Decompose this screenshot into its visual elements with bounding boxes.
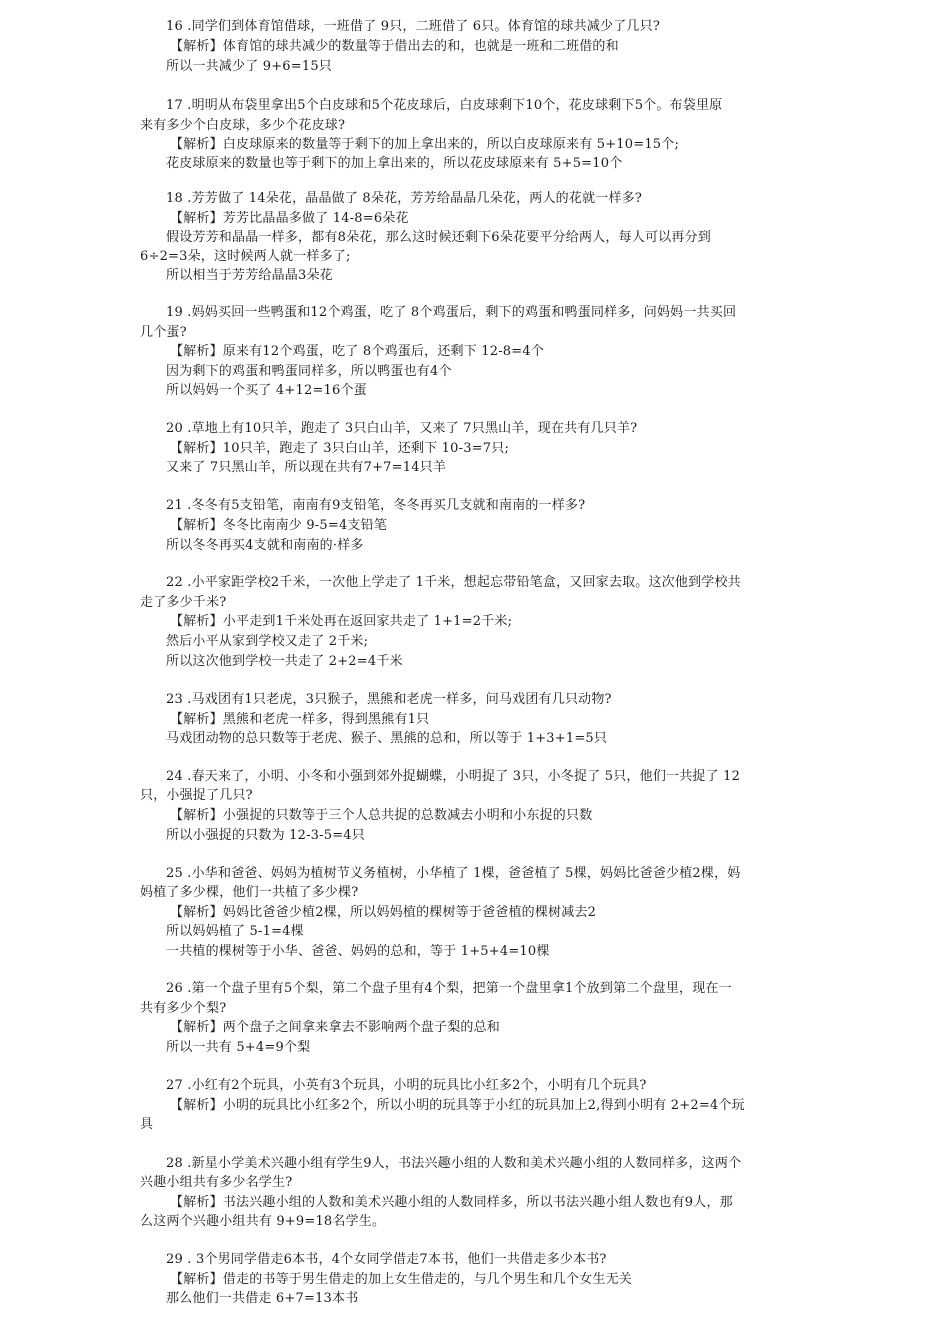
problem-28-question: 28 .新星小学美术兴趣小组有学生9人，书法兴趣小组的人数和美术兴趣小组的人数同样多，这两个 bbox=[166, 1156, 742, 1171]
problem-25-step: 所以妈妈植了 5-1=4棵 bbox=[166, 924, 304, 939]
problem-22-question: 22 .小平家距学校2千米，一次他上学走了 1千米，想起忘带铅笔盒，又回家去取。这次他到学校共 bbox=[166, 575, 741, 590]
problem-24-answer: 所以小强捉的只数为 12-3-5=4只 bbox=[166, 828, 365, 843]
problem-27-question: 27 .小红有2个玩具，小英有3个玩具，小明的玩具比小红多2个，小明有几个玩具? bbox=[166, 1078, 647, 1093]
problem-26-question-cont: 共有多少个梨? bbox=[140, 1001, 227, 1016]
problem-21-answer: 所以冬冬再买4支就和南南的·样多 bbox=[166, 538, 364, 553]
problem-28-question-cont: 兴趣小组共有多少名学生? bbox=[140, 1175, 293, 1190]
problem-25-question: 25 .小华和爸爸、妈妈为植树节义务植树，小华植了 1棵，爸爸植了 5棵，妈妈比爸爸少植2棵，妈 bbox=[166, 866, 741, 881]
problem-29-analysis: 【解析】借走的书等于男生借走的加上女生借走的，与几个男生和几个女生无关 bbox=[170, 1272, 633, 1287]
problem-18-step: 假设芳芳和晶晶一样多，都有8朵花，那么这时候还剩下6朵花要平分给两人，每人可以再分到 bbox=[166, 230, 711, 245]
problem-22-analysis: 【解析】小平走到1千米处再在返回家共走了 1+1=2千米; bbox=[170, 614, 513, 629]
problem-23-analysis: 【解析】黑熊和老虎一样多，得到黑熊有1只 bbox=[170, 712, 430, 727]
problem-22-step: 然后小平从家到学校又走了 2千米; bbox=[166, 634, 369, 649]
problem-27-analysis: 【解析】小明的玩具比小红多2个，所以小明的玩具等于小红的玩具加上2,得到小明有 2+2=4个玩 bbox=[170, 1098, 745, 1113]
problem-20-question: 20 .草地上有10只羊，跑走了 3只白山羊，又来了 7只黑山羊，现在共有几只羊? bbox=[166, 421, 638, 436]
problem-25-answer: 一共植的棵树等于小华、爸爸、妈妈的总和，等于 1+5+4=10棵 bbox=[166, 944, 550, 959]
problem-17-analysis: 【解析】白皮球原来的数量等于剩下的加上拿出来的，所以白皮球原来有 5+10=15个; bbox=[170, 137, 680, 152]
problem-22-question-cont: 走了多少千米? bbox=[140, 595, 227, 610]
problem-26-question: 26 .第一个盘子里有5个梨，第二个盘子里有4个梨，把第一个盘里拿1个放到第二个盘里，现在一 bbox=[166, 981, 732, 996]
problem-26-answer: 所以一共有 5+4=9个梨 bbox=[166, 1040, 311, 1055]
problem-21-analysis: 【解析】冬冬比南南少 9-5=4支铅笔 bbox=[170, 518, 388, 533]
problem-18-answer: 所以相当于芳芳给晶晶3朵花 bbox=[166, 268, 333, 283]
problem-17-question-cont: 来有多少个白皮球，多少个花皮球? bbox=[140, 118, 346, 133]
problem-22-answer: 所以这次他到学校一共走了 2+2=4千米 bbox=[166, 654, 403, 669]
problem-18-analysis: 【解析】芳芳比晶晶多做了 14-8=6朵花 bbox=[170, 211, 409, 226]
problem-16-answer: 所以一共减少了 9+6=15只 bbox=[166, 59, 333, 74]
problem-19-analysis: 【解析】原来有12个鸡蛋，吃了 8个鸡蛋后，还剩下 12-8=4个 bbox=[170, 344, 545, 359]
problem-28-analysis-cont: 么这两个兴趣小组共有 9+9=18名学生。 bbox=[140, 1214, 386, 1229]
problem-18-question: 18 .芳芳做了 14朵花，晶晶做了 8朵花，芳芳给晶晶几朵花，两人的花就一样多? bbox=[166, 191, 643, 206]
problem-19-answer: 所以妈妈一个买了 4+12=16个蛋 bbox=[166, 383, 367, 398]
problem-21-question: 21 .冬冬有5支铅笔，南南有9支铅笔，冬冬再买几支就和南南的一样多? bbox=[166, 498, 586, 513]
problem-27-analysis-cont: 具 bbox=[140, 1117, 154, 1132]
problem-19-question-cont: 几个蛋? bbox=[140, 325, 187, 340]
problem-16-analysis: 【解析】体育馆的球共减少的数量等于借出去的和，也就是一班和二班借的和 bbox=[170, 39, 619, 54]
problem-17-answer: 花皮球原来的数量也等于剩下的加上拿出来的，所以花皮球原来有 5+5=10个 bbox=[166, 156, 623, 171]
problem-26-analysis: 【解析】两个盘子之间拿来拿去不影响两个盘子梨的总和 bbox=[170, 1020, 501, 1035]
problem-24-analysis: 【解析】小强捉的只数等于三个人总共捉的总数减去小明和小东捉的只数 bbox=[170, 808, 593, 823]
problem-24-question: 24 .春天来了，小明、小冬和小强到郊外捉蝴蝶，小明捉了 3只，小冬捉了 5只，他们一共捉了 12 bbox=[166, 769, 741, 784]
problem-20-analysis: 【解析】10只羊，跑走了 3只白山羊，还剩下 10-3=7只; bbox=[170, 441, 510, 456]
problem-16-question: 16 .同学们到体育馆借球，一班借了 9只，二班借了 6只。体育馆的球共减少了几只? bbox=[166, 19, 660, 34]
problem-19-step: 因为剩下的鸡蛋和鸭蛋同样多，所以鸭蛋也有4个 bbox=[166, 364, 452, 379]
problem-17-question: 17 .明明从布袋里拿出5个白皮球和5个花皮球后，白皮球剩下10个，花皮球剩下5个。布袋里原 bbox=[166, 98, 723, 113]
problem-28-analysis: 【解析】书法兴趣小组的人数和美术兴趣小组的人数同样多，所以书法兴趣小组人数也有9人，那 bbox=[170, 1195, 733, 1210]
problem-23-answer: 马戏团动物的总只数等于老虎、猴子、黑熊的总和，所以等于 1+3+1=5只 bbox=[166, 731, 608, 746]
problem-19-question: 19 .妈妈买回一些鸭蛋和12个鸡蛋，吃了 8个鸡蛋后，剩下的鸡蛋和鸭蛋同样多，问妈妈一共买回 bbox=[166, 305, 737, 320]
problem-29-question: 29 . 3个男同学借走6本书，4个女同学借走7本书，他们一共借走多少本书? bbox=[166, 1252, 607, 1267]
problem-29-answer: 那么他们一共借走 6+7=13本书 bbox=[166, 1291, 359, 1306]
problem-25-analysis: 【解析】妈妈比爸爸少植2棵，所以妈妈植的棵树等于爸爸植的棵树减去2 bbox=[170, 905, 597, 920]
problem-20-answer: 又来了 7只黑山羊，所以现在共有7+7=14只羊 bbox=[166, 460, 447, 475]
problem-24-question-cont: 只，小强捉了几只? bbox=[140, 788, 253, 803]
problem-18-step-cont: 6÷2=3朵，这时候两人就一样多了; bbox=[140, 249, 351, 264]
problem-23-question: 23 .马戏团有1只老虎，3只猴子，黑熊和老虎一样多，问马戏团有几只动物? bbox=[166, 692, 612, 707]
problem-25-question-cont: 妈植了多少棵，他们一共植了多少棵? bbox=[140, 885, 359, 900]
